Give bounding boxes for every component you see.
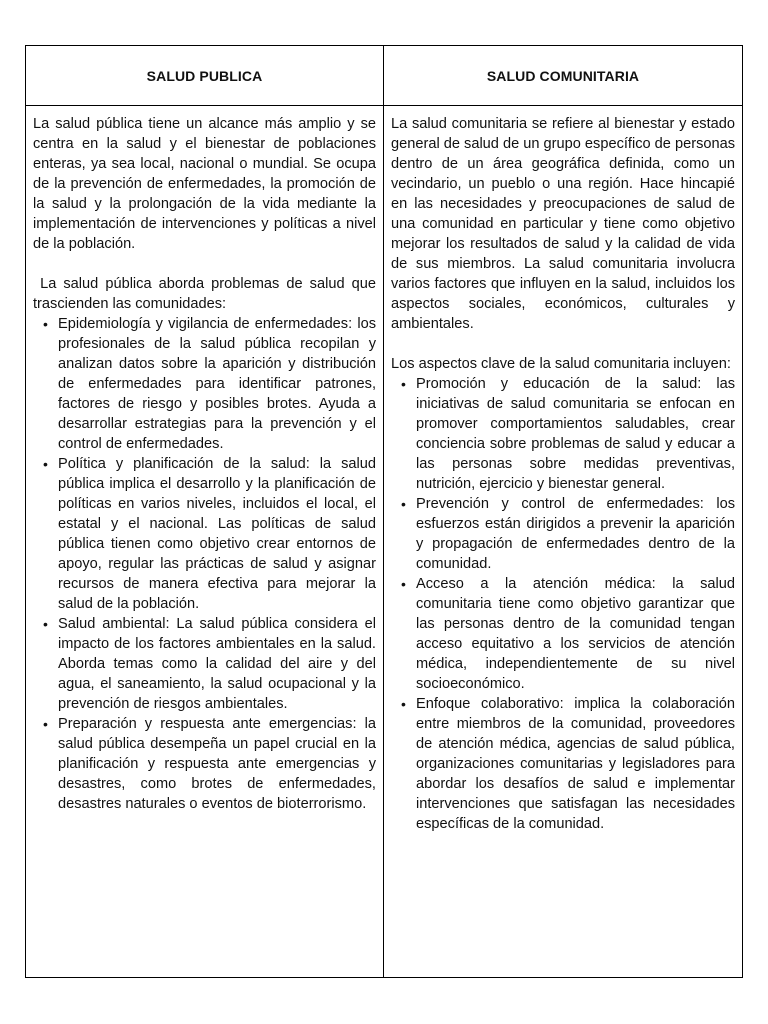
list-item	[391, 494, 735, 574]
list-item	[33, 454, 376, 614]
salud-publica-lead	[33, 274, 376, 314]
list-item-text: • Prevención y control de enfermedades: los esfuerzos están dirigidos a prevenir la aparición y propagación de enfermedades dentro de la comunidad.	[416, 496, 735, 572]
comparison-table	[25, 45, 743, 978]
salud-comunitaria-list	[391, 374, 735, 834]
salud-comunitaria-column	[384, 106, 742, 977]
header-salud-comunitaria: SALUD COMUNITARIA	[384, 46, 742, 106]
list-item-text: • Epidemiología y vigilancia de enfermedades: los profesionales de la salud pública recopilan y analizan datos sobre la aparición y distribución de enfermedades para identificar patrones, factores de riesgo y posibles brotes. Ayuda a desarrollar estrategias para la prevención y el control de enfermedades.	[58, 316, 376, 452]
salud-publica-list	[33, 314, 376, 814]
salud-comunitaria-lead: Los aspectos clave de la salud comunitaria incluyen:	[391, 356, 731, 372]
salud-comunitaria-intro: La salud comunitaria se refiere al bienestar y estado general de salud de un grupo específico de personas dentro de un área geográfica definida, como un vecindario, un pueblo o una región. Hace hincapié en las necesidades y preocupaciones de salud de una comunidad en particular y tiene como objetivo mejorar los resultados de salud y la calidad de vida de sus miembros. La salud comunitaria involucra varios factores que influyen en la salud, incluidos los aspectos sociales, económicos, culturales y ambientales.	[391, 116, 736, 332]
header-salud-publica: SALUD PUBLICA	[26, 46, 384, 106]
list-item-text: • Enfoque colaborativo: implica la colaboración entre miembros de la comunidad, proveedores de atención médica, agencias de salud pública, organizaciones comunitarias y legisladores para abordar los desafíos de salud e implementar intervenciones que satisfagan las necesidades específicas de la comunidad.	[416, 696, 735, 832]
list-item	[33, 714, 376, 814]
list-item	[391, 694, 735, 834]
list-item-text: • Preparación y respuesta ante emergencias: la salud pública desempeña un papel crucial en la planificación y respuesta ante emergencias y desastres, como brotes de enfermedades, desastres naturales o eventos de bioterrorismo.	[58, 716, 376, 812]
list-item	[33, 314, 376, 454]
list-item	[391, 374, 735, 494]
salud-publica-column	[26, 106, 384, 977]
salud-publica-lead-text: La salud pública aborda problemas de salud que trascienden las comunidades:	[33, 276, 376, 312]
list-item	[391, 574, 735, 694]
paragraph-gap	[33, 254, 376, 274]
salud-publica-intro: La salud pública tiene un alcance más amplio y se centra en la salud y el bienestar de poblaciones enteras, ya sea local, nacional o mundial. Se ocupa de la prevención de enfermedades, la promoción de la salud y la prolongación de la vida mediante la implementación de intervenciones y políticas a nivel de la población.	[33, 116, 376, 252]
list-item-text: • Promoción y educación de la salud: las iniciativas de salud comunitaria se enfocan en promover comportamientos saludables, crear conciencia sobre problemas de salud y educar a las personas sobre medidas preventivas, nutrición, ejercicio y bienestar general.	[416, 376, 735, 492]
list-item-text: • Acceso a la atención médica: la salud comunitaria tiene como objetivo garantizar que las personas dentro de la comunidad tengan acceso equitativo a los servicios de atención médica, independientemente de su nivel socioeconómico.	[416, 576, 735, 692]
list-item-text: • Política y planificación de la salud: la salud pública implica el desarrollo y la planificación de políticas en varios niveles, incluidos el local, el estatal y el nacional. Las políticas de salud pública tienen como objetivo crear entornos de apoyo, regular las prácticas de salud y asignar recursos de manera efectiva para mejorar la salud de la población.	[58, 456, 376, 612]
list-item	[33, 614, 376, 714]
list-item-text: • Salud ambiental: La salud pública considera el impacto de los factores ambientales en la salud. Aborda temas como la calidad del aire y del agua, el saneamiento, la salud ocupacional y la prevención de riesgos ambientales.	[58, 616, 376, 712]
paragraph-gap	[391, 334, 735, 354]
